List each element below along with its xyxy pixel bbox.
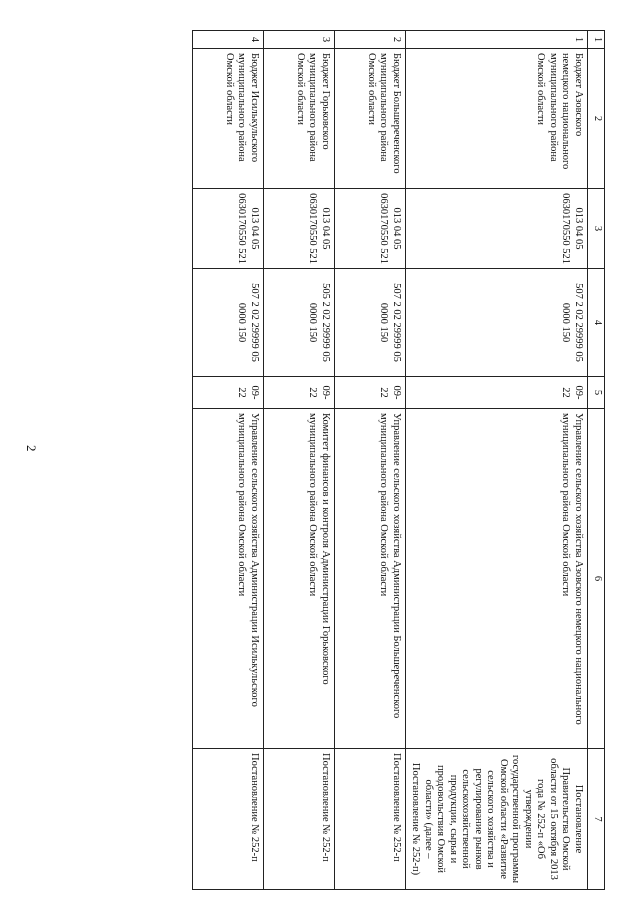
- table-row: [406, 31, 588, 890]
- legal-basis: Постановление № 252-п: [193, 749, 264, 890]
- budget-code: 013 04 05 0630170550 521: [335, 189, 406, 269]
- budget-name: Бюджет Азовского немецкого национального муниципального района Омской области: [406, 49, 588, 189]
- budget-code: 013 04 05 0630170550 521: [193, 189, 264, 269]
- administrator: Управление сельского хозяйства Азовского немецкого национального муниципального района Омской области: [406, 409, 588, 749]
- legal-basis: Постановление Правительства Омской области от 15 октября 2013 года № 252-п «Об утверждении государственной программы Омской области «Развитие сельского хозяйства и регулирование рынков сельскохозяйственной продукции, сырья и продовольствия Омской области» (далее – Постановление № 252-п): [406, 749, 588, 890]
- row-number: 1: [406, 31, 588, 49]
- target-code: 09-22: [335, 377, 406, 409]
- budget-code: 013 04 05 0630170550 521: [406, 189, 588, 269]
- legal-basis: Постановление № 252-п: [264, 749, 335, 890]
- income-code: 507 2 02 29999 05 0000 150: [193, 269, 264, 377]
- rotated-page: [48, 30, 605, 889]
- legal-basis: Постановление № 252-п: [335, 749, 406, 890]
- header-col-5: 5: [588, 377, 605, 409]
- administrator: Управление сельского хозяйства Администрации Большереченского муниципального района Омской области: [335, 409, 406, 749]
- header-col-2: 2: [588, 49, 605, 189]
- header-col-6: 6: [588, 409, 605, 749]
- row-number: 4: [193, 31, 264, 49]
- table-row: [264, 31, 335, 890]
- header-row: [588, 31, 605, 890]
- income-code: 505 2 02 29999 05 0000 150: [264, 269, 335, 377]
- budget-name: Бюджет Исилькульского муниципального района Омской области: [193, 49, 264, 189]
- row-number: 3: [264, 31, 335, 49]
- header-col-4: 4: [588, 269, 605, 377]
- target-code: 09-22: [406, 377, 588, 409]
- table-row: [335, 31, 406, 890]
- header-col-7: 7: [588, 749, 605, 890]
- target-code: 09-22: [193, 377, 264, 409]
- income-code: 507 2 02 29999 05 0000 150: [335, 269, 406, 377]
- income-code: 507 2 02 29999 05 0000 150: [406, 269, 588, 377]
- budget-name: Бюджет Большереченского муниципального района Омской области: [335, 49, 406, 189]
- header-col-3: 3: [588, 189, 605, 269]
- budget-name: Бюджет Горьковского муниципального района Омской области: [264, 49, 335, 189]
- distribution-table: [192, 30, 605, 890]
- administrator: Комитет финансов и контроля Администрации Горьковского муниципального района Омской области: [264, 409, 335, 749]
- budget-code: 013 04 05 0630170550 521: [264, 189, 335, 269]
- row-number: 2: [335, 31, 406, 49]
- target-code: 09-22: [264, 377, 335, 409]
- page-number: 2: [24, 445, 39, 452]
- header-col-1: 1: [588, 31, 605, 49]
- table-row: [193, 31, 264, 890]
- administrator: Управление сельского хозяйства Администрации Исилькульского муниципального района Омской области: [193, 409, 264, 749]
